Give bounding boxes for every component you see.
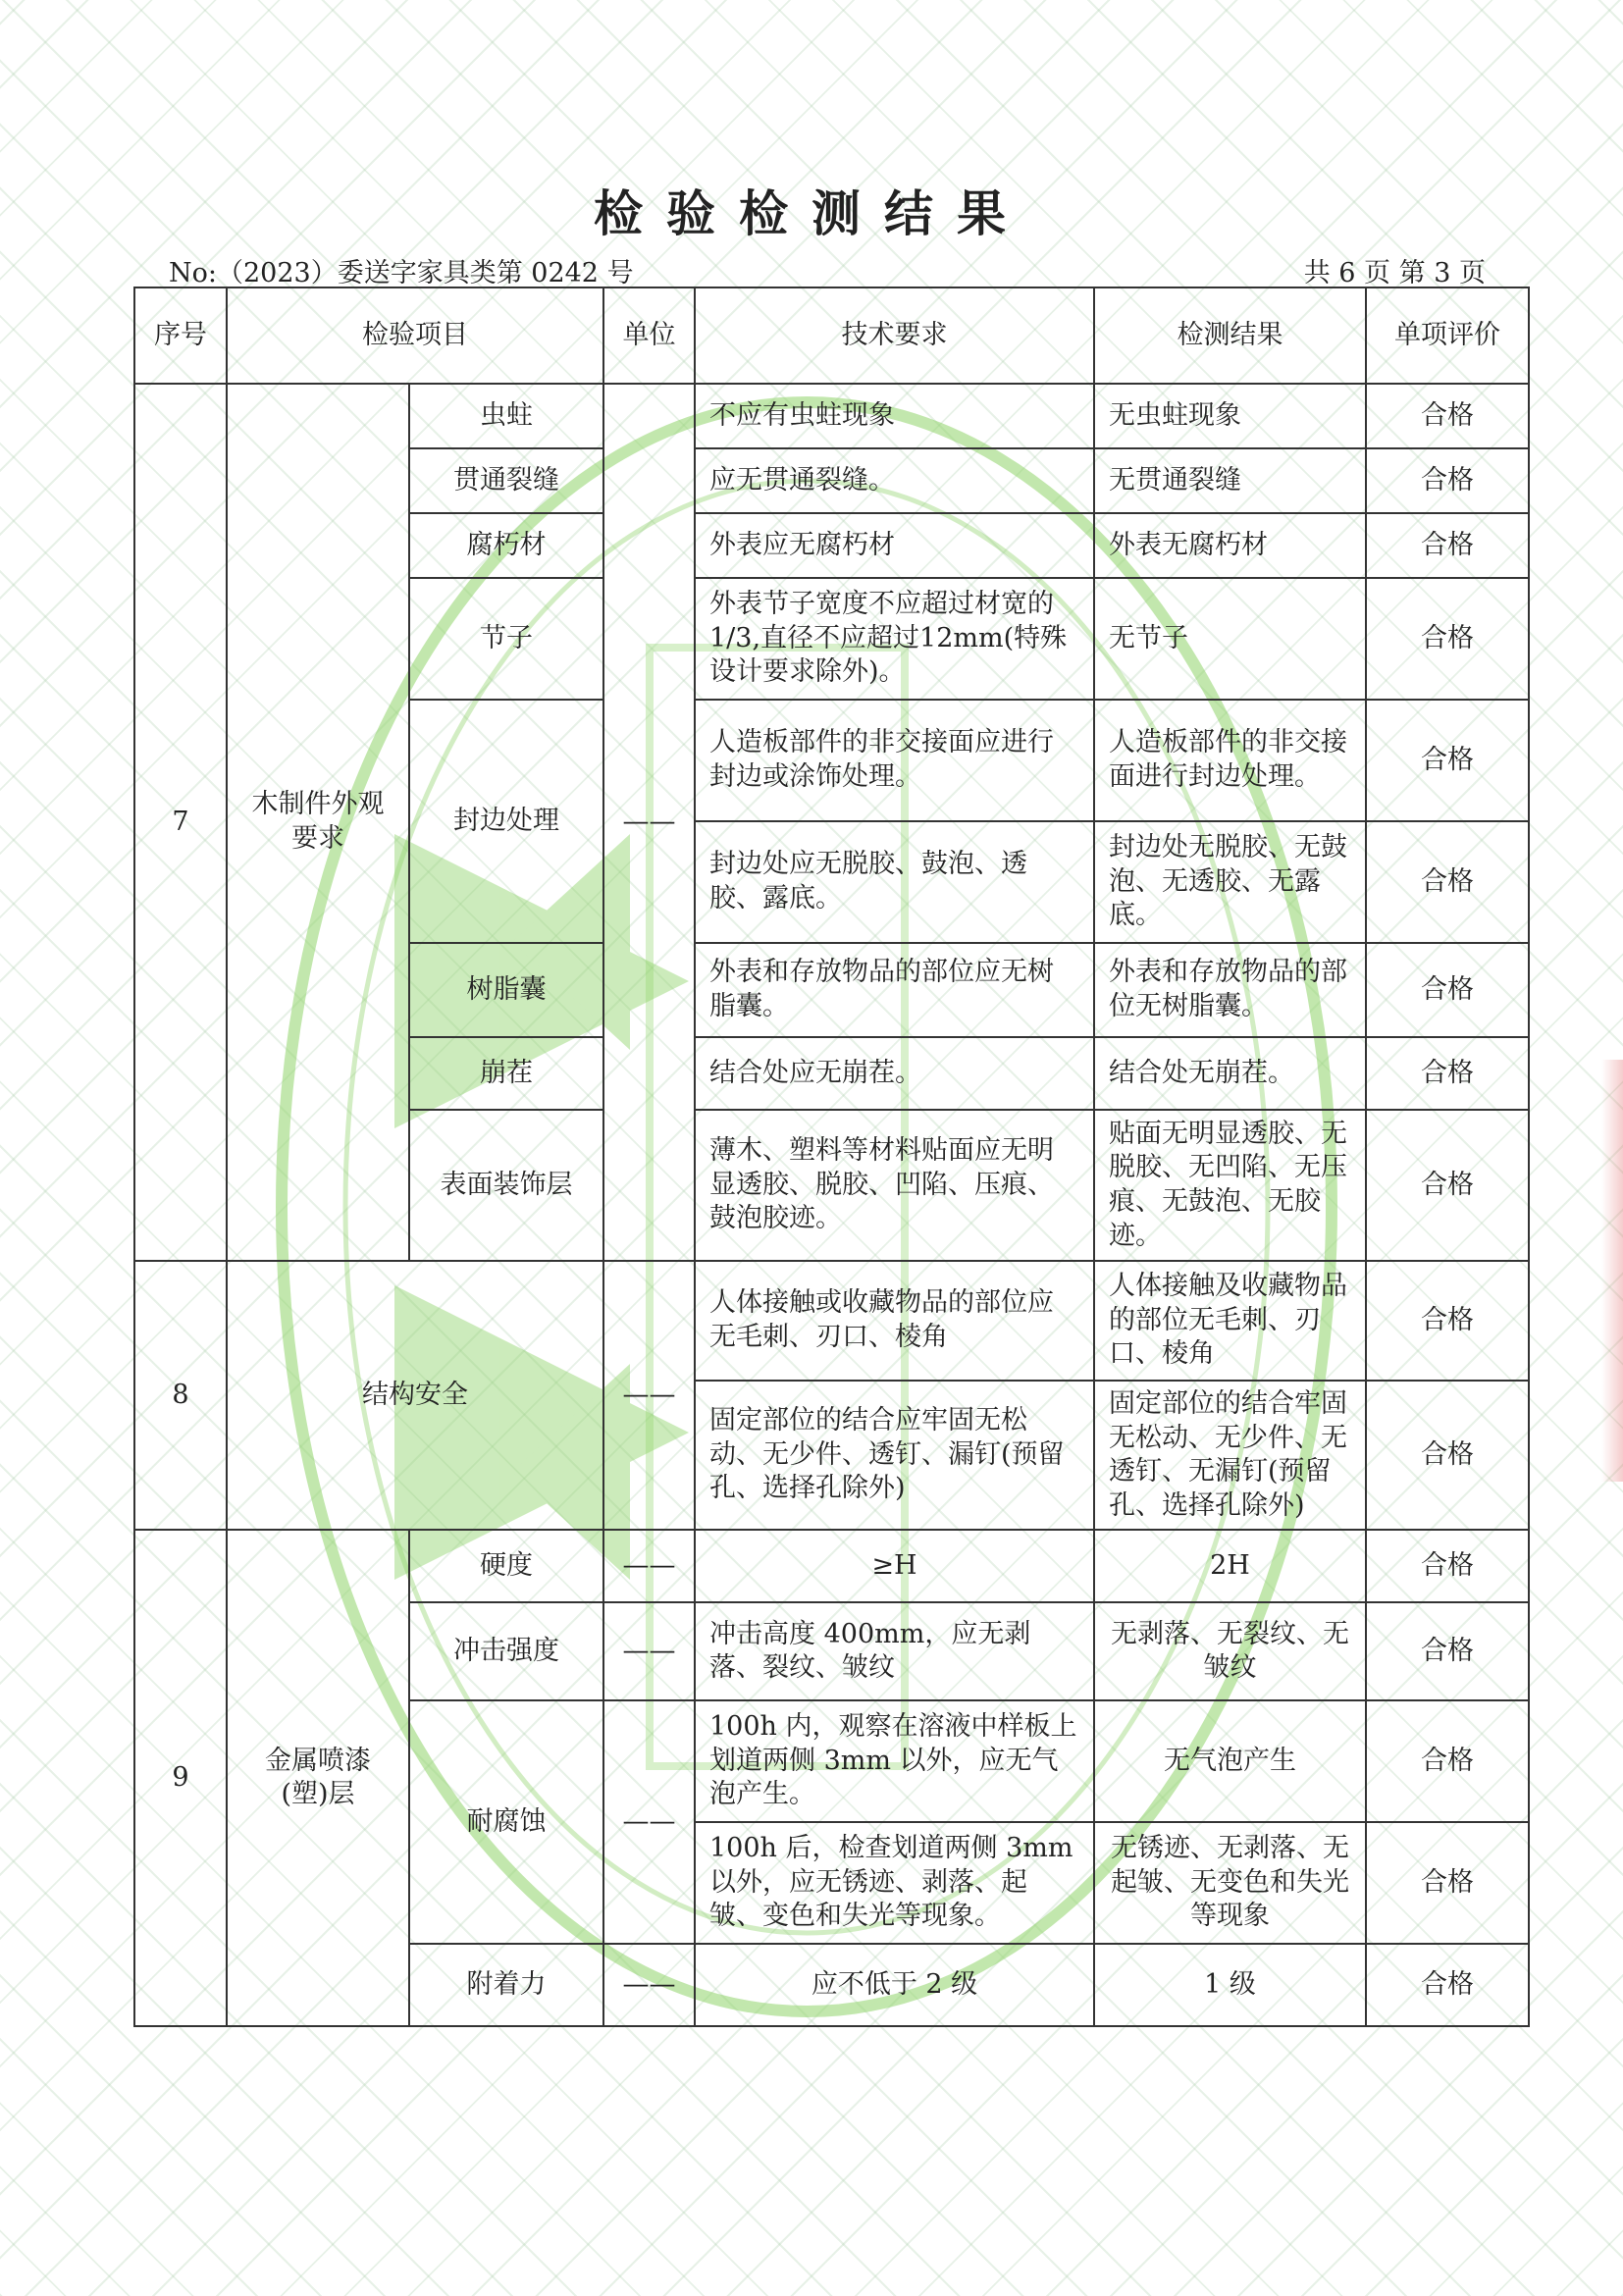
header-no: 序号	[134, 287, 227, 384]
result-cell: 无虫蛀现象	[1094, 384, 1366, 448]
requirement-cell: 应不低于 2 级	[695, 1944, 1094, 2026]
requirement-cell: ≥H	[695, 1530, 1094, 1602]
requirement-cell: 固定部位的结合应牢固无松动、无少件、透钉、漏钉(预留孔、选择孔除外)	[695, 1381, 1094, 1530]
unit-cell: ——	[603, 1700, 695, 1944]
item-name: 树脂囊	[409, 943, 603, 1037]
page-title: 检验检测结果	[594, 184, 1029, 242]
item-name: 耐腐蚀	[409, 1700, 603, 1944]
item-name: 冲击强度	[409, 1602, 603, 1700]
result-cell: 封边处无脱胶、无鼓泡、无透胶、无露底。	[1094, 821, 1366, 943]
result-cell: 结合处无崩茬。	[1094, 1037, 1366, 1110]
requirement-cell: 冲击高度 400mm，应无剥落、裂纹、皱纹	[695, 1602, 1094, 1700]
result-cell: 人造板部件的非交接面进行封边处理。	[1094, 700, 1366, 821]
requirement-cell: 外表和存放物品的部位应无树脂囊。	[695, 943, 1094, 1037]
evaluation-cell: 合格	[1366, 1261, 1529, 1381]
evaluation-cell: 合格	[1366, 384, 1529, 448]
evaluation-cell: 合格	[1366, 1381, 1529, 1530]
item-name: 封边处理	[409, 700, 603, 943]
header-item: 检验项目	[227, 287, 603, 384]
unit-cell: ——	[603, 1530, 695, 1602]
result-cell: 无锈迹、无剥落、无起皱、无变色和失光等现象	[1094, 1822, 1366, 1944]
table-row	[134, 1261, 1529, 1381]
item-name: 贯通裂缝	[409, 448, 603, 513]
unit-cell: ——	[603, 1261, 695, 1530]
header-requirement: 技术要求	[695, 287, 1094, 384]
result-cell: 无剥落、无裂纹、无皱纹	[1094, 1602, 1366, 1700]
item-name: 附着力	[409, 1944, 603, 2026]
evaluation-cell: 合格	[1366, 578, 1529, 700]
result-cell: 人体接触及收藏物品的部位无毛刺、刃口、棱角	[1094, 1261, 1366, 1381]
item-name: 腐朽材	[409, 513, 603, 578]
evaluation-cell: 合格	[1366, 448, 1529, 513]
result-cell: 2H	[1094, 1530, 1366, 1602]
item-name: 表面装饰层	[409, 1110, 603, 1261]
requirement-cell: 应无贯通裂缝。	[695, 448, 1094, 513]
table-header-row	[134, 287, 1529, 384]
document-number: No:（2023）委送字家具类第 0242 号	[169, 258, 634, 288]
evaluation-cell: 合格	[1366, 1944, 1529, 2026]
requirement-cell: 薄木、塑料等材料贴面应无明显透胶、脱胶、凹陷、压痕、鼓泡胶迹。	[695, 1110, 1094, 1261]
result-cell: 固定部位的结合牢固无松动、无少件、无透钉、无漏钉(预留孔、选择孔除外)	[1094, 1381, 1366, 1530]
result-cell: 1 级	[1094, 1944, 1366, 2026]
unit-cell: ——	[603, 1602, 695, 1700]
evaluation-cell: 合格	[1366, 1037, 1529, 1110]
header-evaluation: 单项评价	[1366, 287, 1529, 384]
evaluation-cell: 合格	[1366, 513, 1529, 578]
item-name: 虫蛀	[409, 384, 603, 448]
requirement-cell: 不应有虫蛀现象	[695, 384, 1094, 448]
evaluation-cell: 合格	[1366, 1700, 1529, 1822]
evaluation-cell: 合格	[1366, 943, 1529, 1037]
section-category: 金属喷漆(塑)层	[227, 1530, 409, 2026]
header-unit: 单位	[603, 287, 695, 384]
section-category: 结构安全	[227, 1261, 603, 1530]
requirement-cell: 结合处应无崩茬。	[695, 1037, 1094, 1110]
requirement-cell: 人造板部件的非交接面应进行封边或涂饰处理。	[695, 700, 1094, 821]
evaluation-cell: 合格	[1366, 1602, 1529, 1700]
page-indicator: 共 6 页 第 3 页	[1303, 258, 1486, 288]
result-cell: 无贯通裂缝	[1094, 448, 1366, 513]
evaluation-cell: 合格	[1366, 1822, 1529, 1944]
evaluation-cell: 合格	[1366, 821, 1529, 943]
evaluation-cell: 合格	[1366, 1110, 1529, 1261]
requirement-cell: 封边处应无脱胶、鼓泡、透胶、露底。	[695, 821, 1094, 943]
requirement-cell: 外表应无腐朽材	[695, 513, 1094, 578]
section-category: 木制件外观要求	[227, 384, 409, 1261]
result-cell: 外表无腐朽材	[1094, 513, 1366, 578]
red-stamp-edge	[1601, 1060, 1623, 1482]
header-result: 检测结果	[1094, 287, 1366, 384]
evaluation-cell: 合格	[1366, 1530, 1529, 1602]
result-cell: 贴面无明显透胶、无脱胶、无凹陷、无压痕、无鼓泡、无胶迹。	[1094, 1110, 1366, 1261]
requirement-cell: 100h 后，检查划道两侧 3mm 以外，应无锈迹、剥落、起皱、变色和失光等现象。	[695, 1822, 1094, 1944]
table-row	[134, 384, 1529, 448]
requirement-cell: 外表节子宽度不应超过材宽的1/3,直径不应超过12mm(特殊设计要求除外)。	[695, 578, 1094, 700]
result-cell: 无节子	[1094, 578, 1366, 700]
section-number: 7	[134, 384, 227, 1261]
item-name: 崩茬	[409, 1037, 603, 1110]
result-cell: 无气泡产生	[1094, 1700, 1366, 1822]
requirement-cell: 100h 内，观察在溶液中样板上划道两侧 3mm 以外，应无气泡产生。	[695, 1700, 1094, 1822]
unit-cell: ——	[603, 384, 695, 1261]
section-number: 9	[134, 1530, 227, 2026]
unit-cell: ——	[603, 1944, 695, 2026]
table-row	[134, 1530, 1529, 1602]
item-name: 硬度	[409, 1530, 603, 1602]
section-number: 8	[134, 1261, 227, 1530]
result-cell: 外表和存放物品的部位无树脂囊。	[1094, 943, 1366, 1037]
item-name: 节子	[409, 578, 603, 700]
results-table	[133, 287, 1530, 2027]
requirement-cell: 人体接触或收藏物品的部位应无毛刺、刃口、棱角	[695, 1261, 1094, 1381]
evaluation-cell: 合格	[1366, 700, 1529, 821]
